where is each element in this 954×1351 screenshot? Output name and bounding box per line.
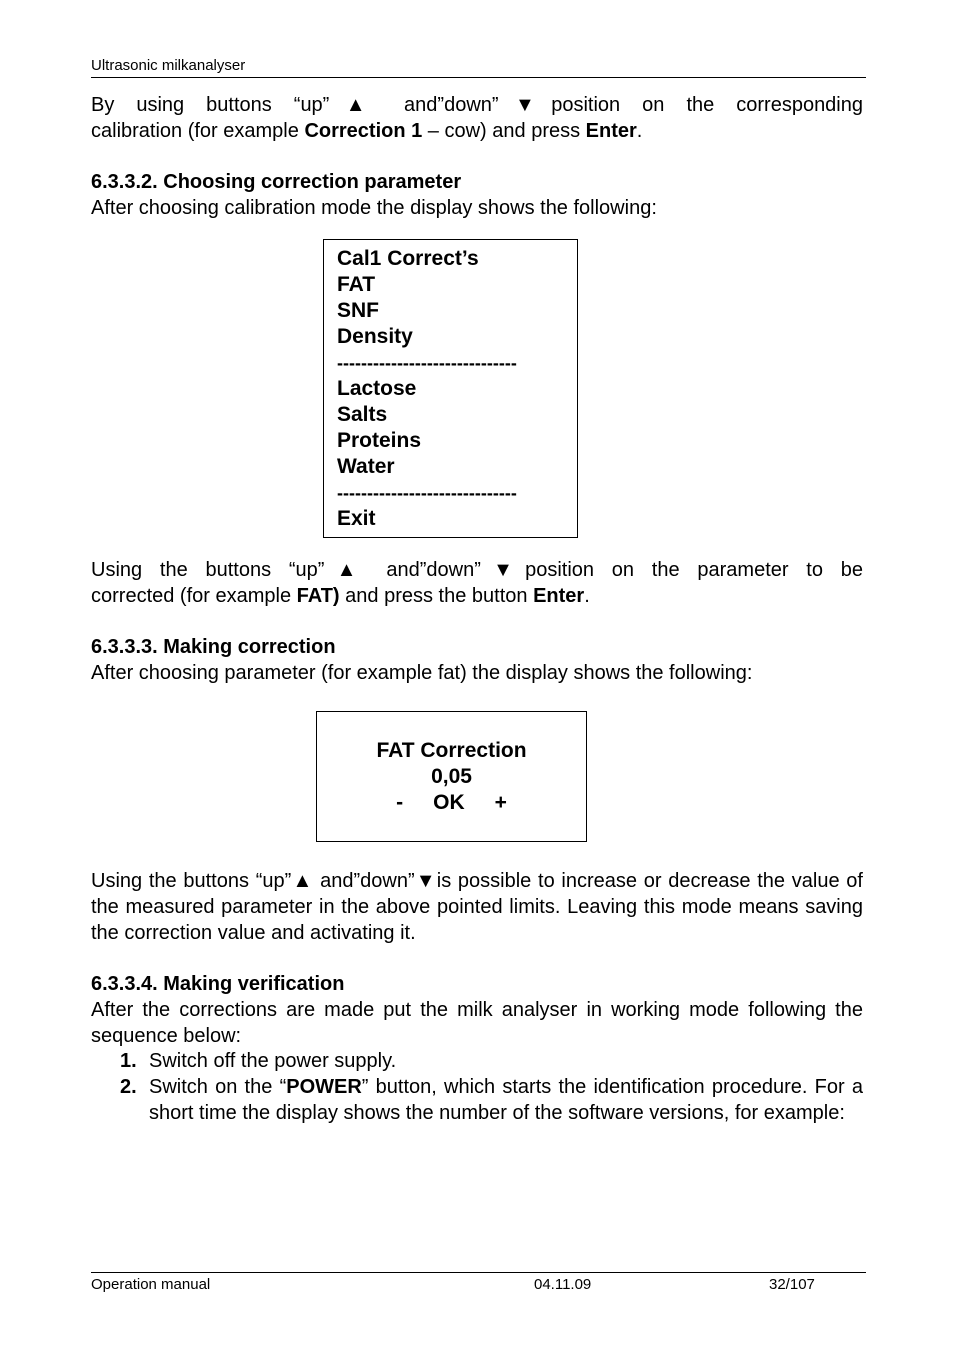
menu-title: Cal1 Correct’s [337,247,479,270]
page-header-title: Ultrasonic milkanalyser [91,57,246,74]
fat-correction-value: 0,05 [431,765,472,788]
verification-steps [120,1048,863,1126]
parameter-line-2 [91,583,863,609]
section-text-6333: After choosing parameter (for example fat) the display shows the following: [91,662,753,684]
menu-item-snf: SNF [337,299,379,322]
footer-date: 04.11.09 [534,1276,592,1293]
parameter-text-end: . [584,585,590,607]
footer-left: Operation manual [91,1276,211,1293]
step-text-post: ” button, which starts the identification procedure. For a short time the display shows the number of the software versions, for example: [149,1076,863,1124]
menu-item-density: Density [337,325,413,348]
intro-paragraph [91,92,863,144]
list-item [120,1074,863,1126]
menu-separator: ------------------------------ [337,483,517,503]
section-heading-6333: 6.3.3.3. Making correction [91,636,336,658]
parameter-bold-enter: Enter [533,585,585,607]
list-item [120,1048,863,1074]
section-text-6334: After the corrections are made put the milk analyser in working mode following the sequence below: [91,999,863,1047]
section-heading-6334: 6.3.3.4. Making verification [91,973,345,995]
step-text [149,1074,863,1126]
parameter-text: corrected (for example [91,585,297,607]
menu-item-proteins: Proteins [337,429,422,452]
intro-bold-enter: Enter [585,120,637,142]
step-text: Switch off the power supply. [149,1050,397,1072]
menu-item-exit: Exit [337,507,376,530]
menu-item-fat: FAT [337,273,376,296]
step-number: 2. [120,1076,137,1098]
minus-control: - [396,791,404,814]
plus-control: + [494,791,507,814]
menu-item-salts: Salts [337,403,388,426]
fat-correction-title: FAT Correction [376,739,527,762]
section-heading-6332: 6.3.3.2. Choosing correction parameter [91,171,462,193]
fat-correction-display [316,711,587,842]
menu-item-water: Water [337,455,395,478]
menu-separator: ------------------------------ [337,353,517,373]
step-bold-power: POWER [286,1076,362,1098]
section-text-6332: After choosing calibration mode the display shows the following: [91,197,657,219]
intro-text-end: . [636,120,643,142]
intro-line-1: By using buttons “up”▲ and”down”▼position on the corresponding [91,94,863,116]
fat-correction-controls [317,790,586,816]
footer-page-number: 32/107 [769,1276,815,1293]
parameter-line-1: Using the buttons “up”▲ and”down”▼position on the parameter to be [91,559,863,581]
step-number: 1. [120,1050,137,1072]
footer-divider [91,1272,866,1273]
step-text-pre: Switch on the “ [149,1076,287,1098]
intro-bold-correction: Correction 1 [304,120,423,142]
intro-line-2 [91,118,863,144]
parameter-paragraph [91,557,863,609]
intro-text: calibration (for example [91,120,305,142]
menu-item-lactose: Lactose [337,377,417,400]
parameter-text-mid: and press the button [339,585,534,607]
calibration-menu-display [323,239,578,538]
intro-text-mid: – cow) and press [422,120,586,142]
ok-control: OK [433,791,465,814]
parameter-bold-fat: FAT) [296,585,340,607]
header-divider [91,77,866,78]
adjust-paragraph: Using the buttons “up”▲ and”down”▼is possible to increase or decrease the value of the measured parameter in the above pointed limits. Leaving this mode means saving the correction value and activating it. [91,870,863,944]
